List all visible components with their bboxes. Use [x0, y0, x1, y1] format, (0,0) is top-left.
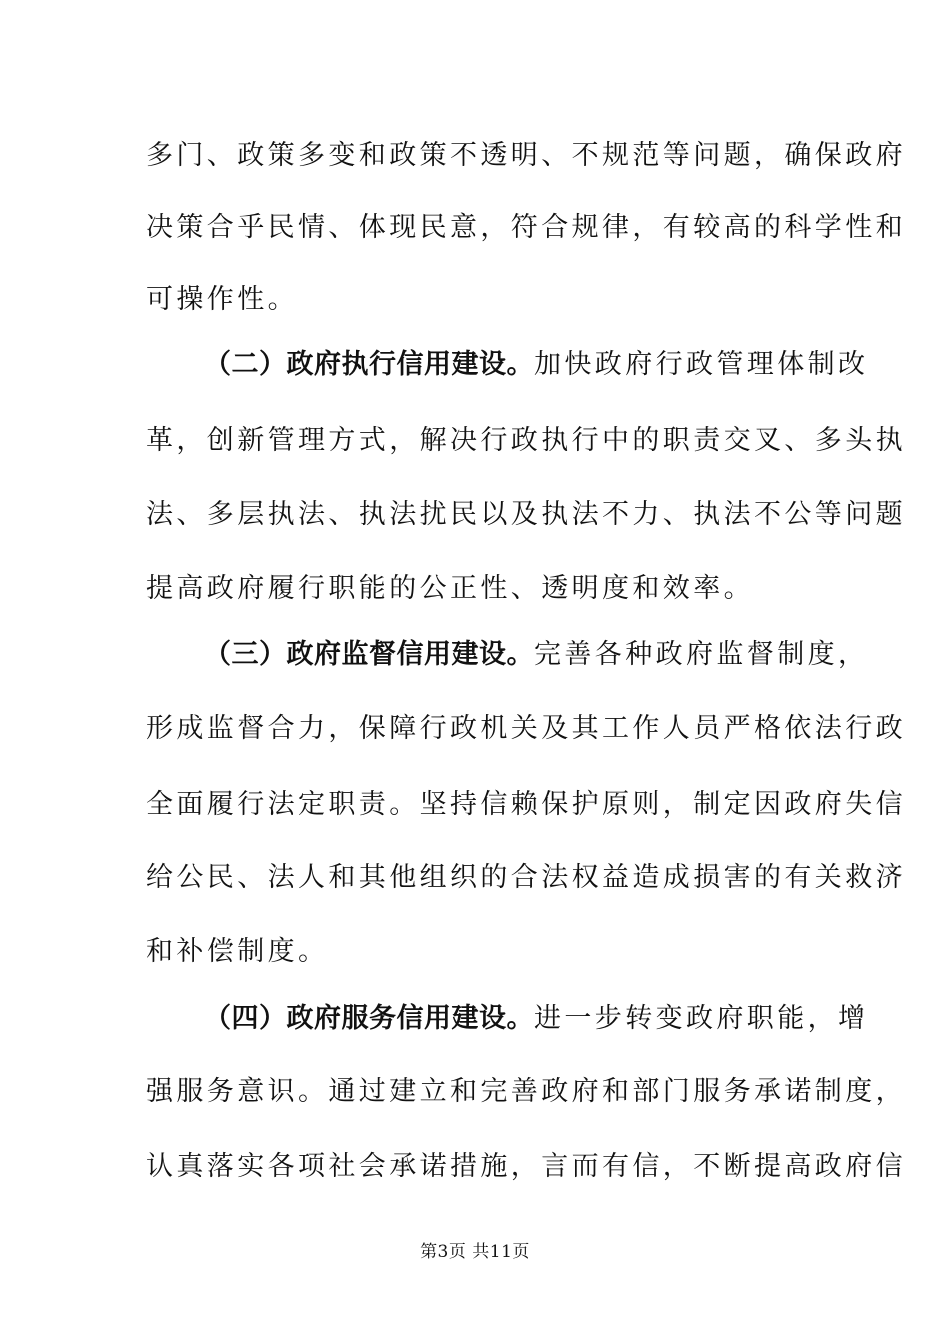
body-line: 多门、政策多变和政策不透明、不规范等问题，确保政府	[146, 140, 906, 171]
body-line: 决策合乎民情、体现民意，符合规律，有较高的科学性和	[146, 212, 906, 243]
section-2-heading: （二）政府执行信用建设。	[204, 349, 534, 380]
body-line: 形成监督合力，保障行政机关及其工作人员严格依法行政	[146, 713, 906, 744]
body-line: 和补偿制度。	[146, 936, 329, 967]
body-line: 给公民、法人和其他组织的合法权益造成损害的有关救济	[146, 862, 906, 893]
page-number-footer: 第3页 共11页	[420, 1242, 530, 1262]
body-line: 强服务意识。通过建立和完善政府和部门服务承诺制度，	[146, 1076, 906, 1107]
body-line: 提高政府履行职能的公正性、透明度和效率。	[146, 573, 754, 604]
section-4-heading: （四）政府服务信用建设。	[204, 1003, 534, 1034]
section-2-first-line: （二）政府执行信用建设。加快政府行政管理体制改	[204, 349, 869, 380]
section-3-first-line: （三）政府监督信用建设。完善各种政府监督制度，	[204, 639, 869, 670]
body-line: 法、多层执法、执法扰民以及执法不力、执法不公等问题	[146, 499, 906, 530]
body-line: 革，创新管理方式，解决行政执行中的职责交叉、多头执	[146, 425, 906, 456]
body-line: 可操作性。	[146, 284, 298, 315]
section-4-first-line: （四）政府服务信用建设。进一步转变政府职能，增	[204, 1003, 869, 1034]
body-line: 全面履行法定职责。坚持信赖保护原则，制定因政府失信	[146, 789, 906, 820]
section-3-heading: （三）政府监督信用建设。	[204, 639, 534, 670]
body-line: 认真落实各项社会承诺措施，言而有信，不断提高政府信	[146, 1151, 906, 1182]
